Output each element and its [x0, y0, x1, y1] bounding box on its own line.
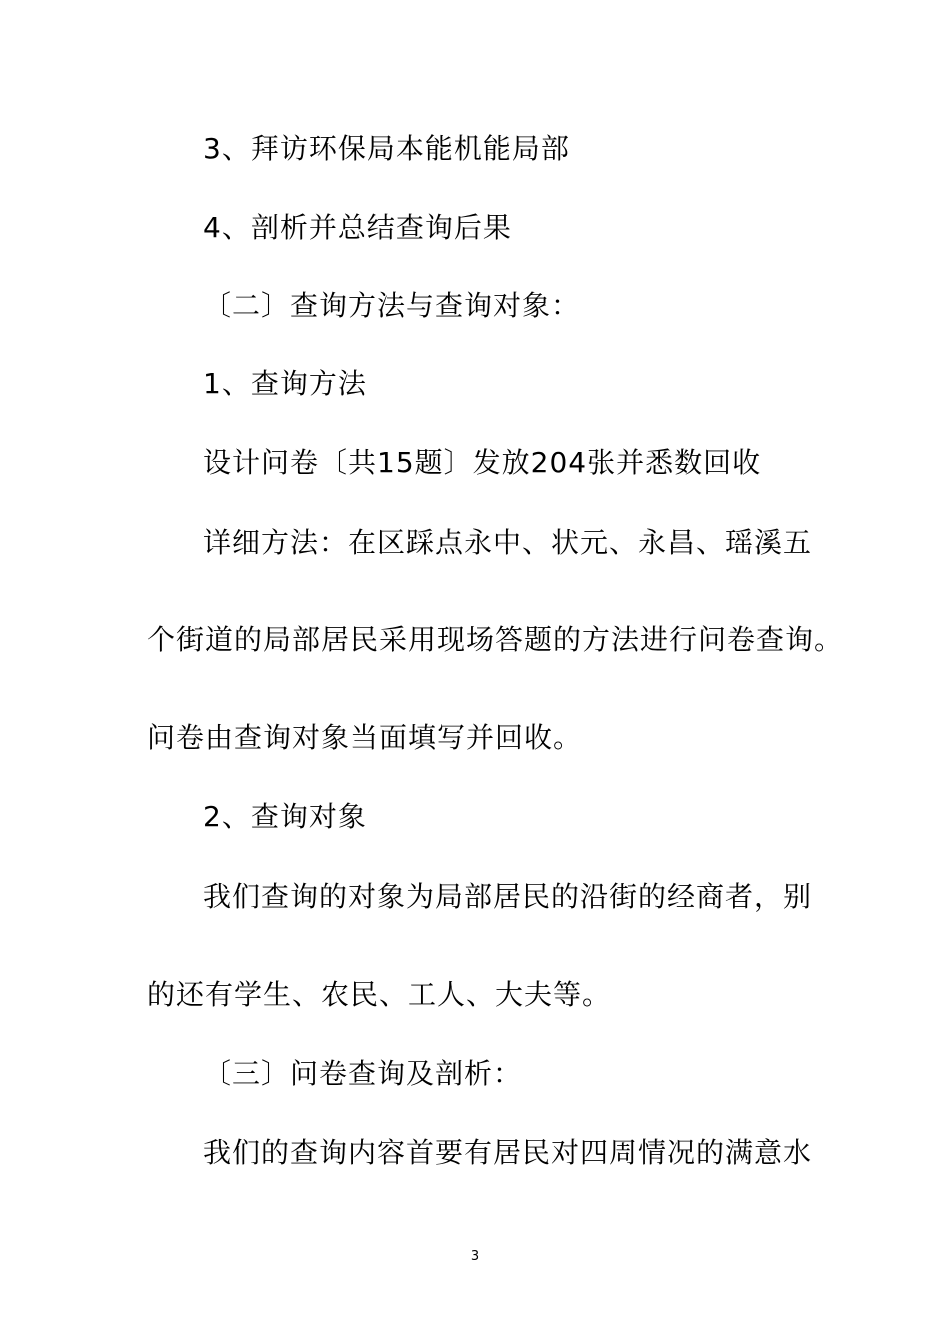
- section-heading-3: 〔三〕问卷查询及剖析：: [203, 1057, 523, 1090]
- paragraph-survey-content: 我们的查询内容首要有居民对四周情况的满意水: [203, 1136, 813, 1169]
- section-heading-2: 〔二〕查询方法与查询对象：: [203, 289, 581, 322]
- paragraph-questionnaire: 设计问卷〔共15题〕发放204张并悉数回收: [203, 446, 762, 479]
- list-item-4: 4、剖析并总结查询后果: [203, 211, 512, 244]
- paragraph-detail-method-end: 问卷由查询对象当面填写并回收。: [147, 721, 583, 754]
- paragraph-detail-method: 详细方法：在区踩点永中、状元、永昌、瑶溪五: [203, 526, 813, 559]
- list-item-3: 3、拜访环保局本能机能局部: [203, 132, 570, 165]
- subheading-subjects: 2、查询对象: [203, 800, 367, 833]
- paragraph-detail-method-cont: 个街道的局部居民采用现场答题的方法进行问卷查询。: [147, 623, 844, 656]
- page-number: 3: [470, 1249, 480, 1264]
- paragraph-subjects: 我们查询的对象为局部居民的沿街的经商者，别: [203, 880, 813, 913]
- paragraph-subjects-cont: 的还有学生、农民、工人、大夫等。: [147, 978, 612, 1011]
- subheading-method: 1、查询方法: [203, 367, 367, 400]
